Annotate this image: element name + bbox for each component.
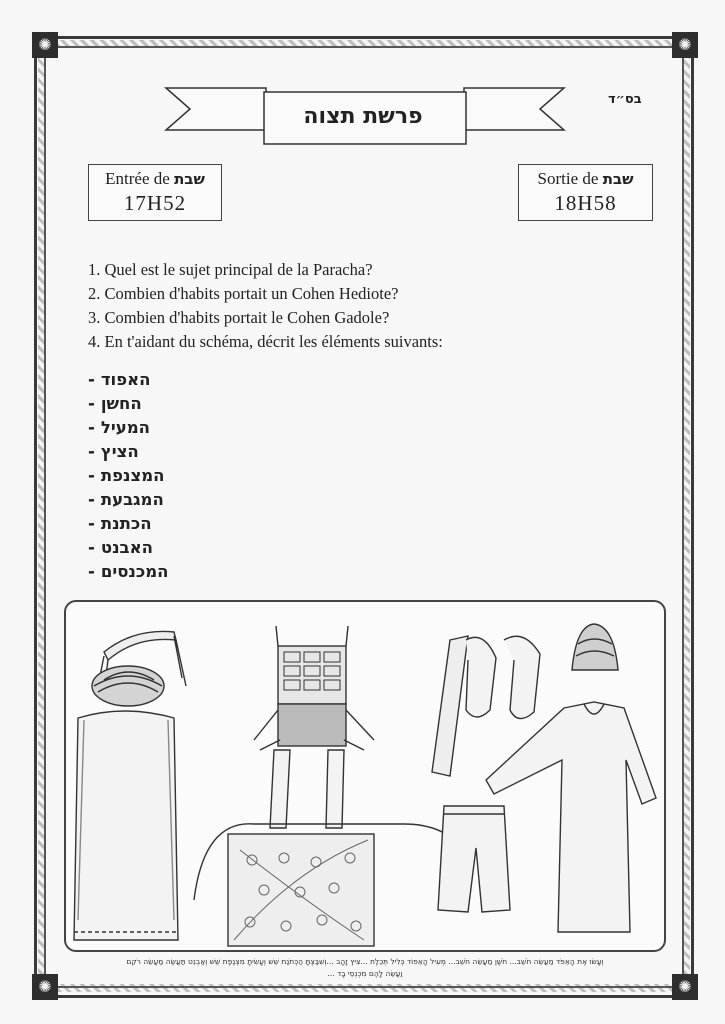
garment-item — [88, 536, 169, 560]
bsd-mark: בס״ד — [608, 92, 642, 107]
shabbat-exit-time: 18H58 — [554, 191, 617, 215]
turban-icon — [92, 666, 164, 706]
garment-item — [88, 440, 169, 464]
corner-ornament-icon: ✺ — [672, 32, 698, 58]
garment-name: החשן — [100, 394, 142, 413]
garment-name: הציץ — [100, 442, 139, 461]
migbaat-hat-icon — [572, 624, 618, 670]
garment-item — [88, 560, 169, 584]
question-text: Combien d'habits portait un Cohen Hediote? — [104, 284, 399, 303]
question-number: 1. — [88, 260, 101, 279]
dash: - — [88, 538, 95, 557]
question-number: 2. — [88, 284, 101, 303]
shabbat-exit-hebrew: שבת — [602, 170, 634, 188]
dash: - — [88, 562, 95, 581]
question-list — [88, 258, 608, 354]
garment-item — [88, 416, 169, 440]
dash: - — [88, 490, 95, 509]
question-text: Combien d'habits portait le Cohen Gadole? — [104, 308, 390, 327]
garment-item — [88, 488, 169, 512]
garment-list — [88, 368, 169, 584]
shabbat-entry-box — [88, 164, 222, 221]
garment-name: האפוד — [100, 370, 151, 389]
ephod-apron-icon — [194, 750, 464, 946]
question-item — [88, 306, 608, 330]
garment-name: המגבעת — [100, 490, 164, 509]
garment-name: המכנסים — [100, 562, 169, 581]
citation-line-1: וְעָשׂוּ אֶת הָאֵפֹד מַעֲשֵׂה חֹשֵׁב... חֹשֶׁן מַעֲשֵׂה חֹשֵׁב... מְעִיל הָאֵפוֹד כְּלִיל תְּכֵלֶת ...צִיץ זָהָב ...וְשִׁבַּצְתָּ הַכְּתֹנֶת שֵׁשׁ וְעָשִׂיתָ מִצְנֶפֶת שֵׁשׁ וְאַבְנֵט תַּעֲשֶׂה מַעֲשֵׂה רֹקֵם — [126, 957, 604, 966]
dash: - — [88, 418, 95, 437]
garment-item — [88, 368, 169, 392]
garment-name: המעיל — [100, 418, 150, 437]
garment-item — [88, 512, 169, 536]
corner-ornament-icon: ✺ — [672, 974, 698, 1000]
dash: - — [88, 442, 95, 461]
question-text: En t'aidant du schéma, décrit les éléments suivants: — [104, 332, 443, 351]
question-number: 4. — [88, 332, 101, 351]
choshen-breastplate-icon — [254, 626, 374, 750]
shabbat-exit-box — [518, 164, 653, 221]
ketonet-tunic-icon — [486, 702, 656, 932]
shabbat-entry-label: Entrée de — [105, 169, 170, 188]
garment-item — [88, 392, 169, 416]
garment-name: המצנפת — [100, 466, 165, 485]
torah-citation-footnote — [70, 956, 660, 980]
citation-line-2: ... וַעֲשֵׂה לָהֶם מִכְנְסֵי בָד — [327, 969, 403, 978]
dash: - — [88, 466, 95, 485]
question-item — [88, 258, 608, 282]
corner-ornament-icon: ✺ — [32, 974, 58, 1000]
meil-robe-icon — [74, 711, 178, 940]
shabbat-exit-label: Sortie de — [537, 169, 599, 188]
corner-ornament-icon: ✺ — [32, 32, 58, 58]
shabbat-entry-hebrew: שבת — [174, 170, 205, 188]
dash: - — [88, 394, 95, 413]
parasha-title: פרשת תצוה — [303, 104, 423, 129]
garment-item — [88, 464, 169, 488]
garment-name: הכתנת — [100, 514, 152, 533]
dash: - — [88, 370, 95, 389]
question-item — [88, 330, 608, 354]
question-item — [88, 282, 608, 306]
question-number: 3. — [88, 308, 101, 327]
garment-name: האבנט — [100, 538, 153, 557]
question-text: Quel est le sujet principal de la Paracha? — [104, 260, 373, 279]
michnasayim-trousers-icon — [438, 806, 510, 912]
garments-schema-illustration — [64, 600, 666, 952]
shabbat-entry-time: 17H52 — [123, 191, 187, 215]
dash: - — [88, 514, 95, 533]
